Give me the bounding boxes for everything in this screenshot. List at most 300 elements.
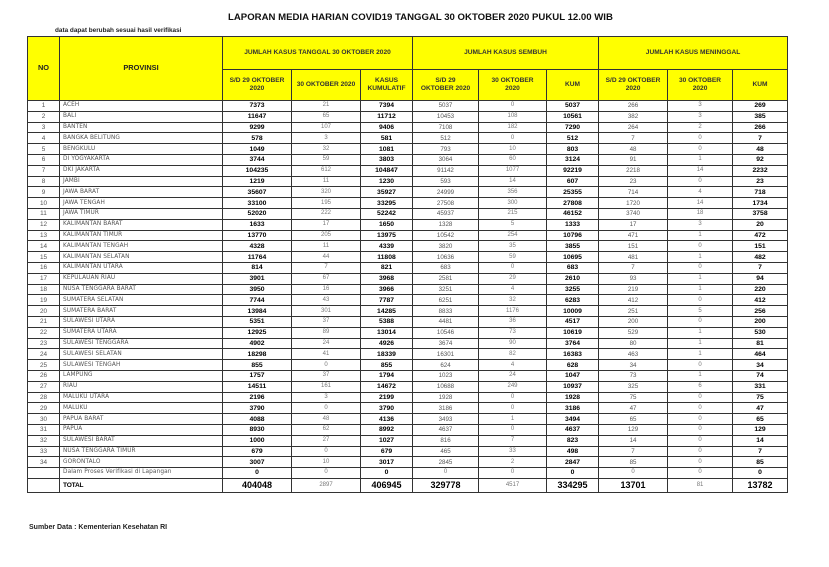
province-name-cell: LAMPUNG — [60, 370, 223, 381]
meninggal-kum-cell: 81 — [733, 338, 788, 349]
sembuh-today-cell: 215 — [479, 208, 547, 219]
row-no-cell: 13 — [28, 230, 60, 241]
province-name-cell: JAWA TIMUR — [60, 208, 223, 219]
meninggal-sd-cell: 382 — [599, 111, 668, 122]
sembuh-kum-cell: 0 — [547, 468, 599, 479]
kasus-sd-cell: 9299 — [223, 122, 292, 133]
kasus-today-cell: 37 — [292, 370, 361, 381]
sembuh-sd-cell: 10636 — [413, 252, 479, 263]
kasus-today-cell: 161 — [292, 381, 361, 392]
sembuh-sd-cell: 0 — [413, 468, 479, 479]
kasus-today-cell: 10 — [292, 457, 361, 468]
meninggal-sd-cell: 73 — [599, 370, 668, 381]
table-row — [28, 435, 788, 446]
header-meninggal-sd: S/D 29 OKTOBER 2020 — [599, 70, 668, 101]
kasus-sd-cell: 14511 — [223, 381, 292, 392]
kasus-kumulatif-cell: 33295 — [361, 198, 413, 209]
sembuh-today-cell: 10 — [479, 144, 547, 155]
meninggal-today-cell: 0 — [668, 176, 733, 187]
meninggal-sd-cell: 151 — [599, 241, 668, 252]
meninggal-kum-cell: 47 — [733, 403, 788, 414]
kasus-today-cell: 32 — [292, 144, 361, 155]
meninggal-sd-cell: 0 — [599, 468, 668, 479]
sembuh-sd-cell: 3064 — [413, 154, 479, 165]
meninggal-kum-cell: 34 — [733, 360, 788, 371]
province-name-cell: MALUKU — [60, 403, 223, 414]
sembuh-kum-cell: 3186 — [547, 403, 599, 414]
table-row — [28, 187, 788, 198]
kasus-kumulatif-cell: 2199 — [361, 392, 413, 403]
province-name-cell: ACEH — [60, 101, 223, 112]
kasus-kumulatif-cell: 4926 — [361, 338, 413, 349]
sembuh-today-cell: 182 — [479, 122, 547, 133]
row-no-cell: 18 — [28, 284, 60, 295]
meninggal-sd-cell: 65 — [599, 414, 668, 425]
table-row — [28, 403, 788, 414]
meninggal-today-cell: 0 — [668, 468, 733, 479]
kasus-sd-cell: 13984 — [223, 306, 292, 317]
kasus-kumulatif-cell: 3017 — [361, 457, 413, 468]
row-no-cell: 26 — [28, 370, 60, 381]
sembuh-sd-cell: 512 — [413, 133, 479, 144]
table-row — [28, 262, 788, 273]
kasus-kumulatif-cell: 13014 — [361, 327, 413, 338]
sembuh-kum-cell: 6283 — [547, 295, 599, 306]
total-meninggal-kum: 13782 — [733, 478, 788, 492]
kasus-sd-cell: 18298 — [223, 349, 292, 360]
table-row — [28, 176, 788, 187]
province-name-cell: DKI JAKARTA — [60, 165, 223, 176]
sembuh-kum-cell: 803 — [547, 144, 599, 155]
sembuh-sd-cell: 2581 — [413, 273, 479, 284]
sembuh-kum-cell: 10937 — [547, 381, 599, 392]
meninggal-kum-cell: 331 — [733, 381, 788, 392]
total-meninggal-today: 81 — [668, 478, 733, 492]
meninggal-today-cell: 5 — [668, 306, 733, 317]
kasus-sd-cell: 679 — [223, 446, 292, 457]
kasus-kumulatif-cell: 13975 — [361, 230, 413, 241]
meninggal-sd-cell: 529 — [599, 327, 668, 338]
table-row — [28, 381, 788, 392]
row-no-cell — [28, 468, 60, 479]
table-row — [28, 295, 788, 306]
kasus-today-cell: 0 — [292, 468, 361, 479]
row-no-cell: 21 — [28, 316, 60, 327]
province-name-cell: NUSA TENGGARA TIMUR — [60, 446, 223, 457]
sembuh-kum-cell: 512 — [547, 133, 599, 144]
kasus-kumulatif-cell: 3803 — [361, 154, 413, 165]
total-sembuh-today: 4517 — [479, 478, 547, 492]
kasus-sd-cell: 7373 — [223, 101, 292, 112]
header-meninggal-kum: KUM — [733, 70, 788, 101]
kasus-today-cell: 107 — [292, 122, 361, 133]
kasus-today-cell: 37 — [292, 316, 361, 327]
kasus-sd-cell: 11764 — [223, 252, 292, 263]
row-no-cell: 12 — [28, 219, 60, 230]
meninggal-kum-cell: 74 — [733, 370, 788, 381]
meninggal-sd-cell: 219 — [599, 284, 668, 295]
kasus-kumulatif-cell: 3968 — [361, 273, 413, 284]
sembuh-today-cell: 32 — [479, 295, 547, 306]
kasus-sd-cell: 35607 — [223, 187, 292, 198]
row-no-cell: 7 — [28, 165, 60, 176]
header-sembuh-kum: KUM — [547, 70, 599, 101]
province-name-cell: JAMBI — [60, 176, 223, 187]
table-row — [28, 360, 788, 371]
meninggal-sd-cell: 48 — [599, 144, 668, 155]
kasus-kumulatif-cell: 0 — [361, 468, 413, 479]
meninggal-kum-cell: 472 — [733, 230, 788, 241]
kasus-sd-cell: 3950 — [223, 284, 292, 295]
header-kasus-sd: S/D 29 OKTOBER 2020 — [223, 70, 292, 101]
sembuh-kum-cell: 7290 — [547, 122, 599, 133]
kasus-sd-cell: 11647 — [223, 111, 292, 122]
meninggal-today-cell: 0 — [668, 360, 733, 371]
sembuh-kum-cell: 607 — [547, 176, 599, 187]
meninggal-kum-cell: 7 — [733, 446, 788, 457]
meninggal-today-cell: 14 — [668, 198, 733, 209]
meninggal-kum-cell: 266 — [733, 122, 788, 133]
sembuh-today-cell: 1176 — [479, 306, 547, 317]
sembuh-today-cell: 2 — [479, 457, 547, 468]
sembuh-today-cell: 1 — [479, 414, 547, 425]
meninggal-kum-cell: 200 — [733, 316, 788, 327]
meninggal-sd-cell: 91 — [599, 154, 668, 165]
meninggal-today-cell: 0 — [668, 435, 733, 446]
meninggal-today-cell: 14 — [668, 165, 733, 176]
meninggal-sd-cell: 266 — [599, 101, 668, 112]
sembuh-today-cell: 35 — [479, 241, 547, 252]
meninggal-kum-cell: 1734 — [733, 198, 788, 209]
meninggal-kum-cell: 85 — [733, 457, 788, 468]
sembuh-sd-cell: 3493 — [413, 414, 479, 425]
row-no-cell: 17 — [28, 273, 60, 284]
meninggal-kum-cell: 385 — [733, 111, 788, 122]
meninggal-sd-cell: 251 — [599, 306, 668, 317]
kasus-kumulatif-cell: 3790 — [361, 403, 413, 414]
sembuh-sd-cell: 683 — [413, 262, 479, 273]
province-name-cell: Dalam Proses Verifikasi di Lapangan — [60, 468, 223, 479]
sembuh-sd-cell: 4481 — [413, 316, 479, 327]
meninggal-kum-cell: 220 — [733, 284, 788, 295]
province-name-cell: BANTEN — [60, 122, 223, 133]
kasus-today-cell: 205 — [292, 230, 361, 241]
sembuh-kum-cell: 1333 — [547, 219, 599, 230]
meninggal-kum-cell: 92 — [733, 154, 788, 165]
sembuh-sd-cell: 4637 — [413, 424, 479, 435]
sembuh-today-cell: 300 — [479, 198, 547, 209]
meninggal-kum-cell: 718 — [733, 187, 788, 198]
sembuh-sd-cell: 16301 — [413, 349, 479, 360]
header-sembuh-today: 30 OKTOBER 2020 — [479, 70, 547, 101]
kasus-kumulatif-cell: 1794 — [361, 370, 413, 381]
kasus-kumulatif-cell: 581 — [361, 133, 413, 144]
kasus-sd-cell: 1757 — [223, 370, 292, 381]
total-meninggal-sd: 13701 — [599, 478, 668, 492]
meninggal-today-cell: 1 — [668, 252, 733, 263]
kasus-kumulatif-cell: 7394 — [361, 101, 413, 112]
kasus-today-cell: 27 — [292, 435, 361, 446]
kasus-today-cell: 7 — [292, 262, 361, 273]
meninggal-kum-cell: 48 — [733, 144, 788, 155]
table-row — [28, 198, 788, 209]
kasus-today-cell: 301 — [292, 306, 361, 317]
province-name-cell: SULAWESI BARAT — [60, 435, 223, 446]
sembuh-sd-cell: 2845 — [413, 457, 479, 468]
row-no-cell: 23 — [28, 338, 60, 349]
row-no-cell: 16 — [28, 262, 60, 273]
province-name-cell: SUMATERA BARAT — [60, 306, 223, 317]
total-row — [28, 478, 788, 492]
kasus-sd-cell: 52020 — [223, 208, 292, 219]
data-source: Sumber Data : Kementerian Kesehatan RI — [29, 524, 168, 531]
table-row — [28, 208, 788, 219]
sembuh-today-cell: 82 — [479, 349, 547, 360]
sembuh-sd-cell: 1328 — [413, 219, 479, 230]
meninggal-today-cell: 0 — [668, 414, 733, 425]
sembuh-sd-cell: 91142 — [413, 165, 479, 176]
table-body — [28, 101, 788, 479]
kasus-today-cell: 11 — [292, 241, 361, 252]
kasus-today-cell: 21 — [292, 101, 361, 112]
sembuh-kum-cell: 16383 — [547, 349, 599, 360]
meninggal-today-cell: 0 — [668, 446, 733, 457]
sembuh-kum-cell: 1928 — [547, 392, 599, 403]
meninggal-today-cell: 1 — [668, 154, 733, 165]
meninggal-today-cell: 0 — [668, 392, 733, 403]
kasus-kumulatif-cell: 14672 — [361, 381, 413, 392]
sembuh-sd-cell: 10688 — [413, 381, 479, 392]
meninggal-today-cell: 4 — [668, 187, 733, 198]
kasus-today-cell: 44 — [292, 252, 361, 263]
kasus-today-cell: 3 — [292, 133, 361, 144]
kasus-sd-cell: 4902 — [223, 338, 292, 349]
kasus-today-cell: 0 — [292, 360, 361, 371]
table-row — [28, 219, 788, 230]
kasus-kumulatif-cell: 7787 — [361, 295, 413, 306]
sembuh-kum-cell: 4637 — [547, 424, 599, 435]
sembuh-today-cell: 4 — [479, 284, 547, 295]
kasus-today-cell: 41 — [292, 349, 361, 360]
sembuh-kum-cell: 27808 — [547, 198, 599, 209]
meninggal-kum-cell: 2232 — [733, 165, 788, 176]
table-row — [28, 252, 788, 263]
kasus-kumulatif-cell: 821 — [361, 262, 413, 273]
table-row — [28, 392, 788, 403]
meninggal-sd-cell: 325 — [599, 381, 668, 392]
meninggal-today-cell: 0 — [668, 295, 733, 306]
sembuh-sd-cell: 7108 — [413, 122, 479, 133]
province-name-cell: NUSA TENGGARA BARAT — [60, 284, 223, 295]
meninggal-sd-cell: 23 — [599, 176, 668, 187]
meninggal-today-cell: 0 — [668, 457, 733, 468]
row-no-cell: 25 — [28, 360, 60, 371]
row-no-cell: 34 — [28, 457, 60, 468]
kasus-today-cell: 43 — [292, 295, 361, 306]
verification-note: data dapat berubah sesuai hasil verifikasi — [55, 27, 182, 34]
meninggal-kum-cell: 75 — [733, 392, 788, 403]
sembuh-kum-cell: 10619 — [547, 327, 599, 338]
meninggal-sd-cell: 34 — [599, 360, 668, 371]
province-name-cell: DI YOGYAKARTA — [60, 154, 223, 165]
row-no-cell: 31 — [28, 424, 60, 435]
sembuh-today-cell: 14 — [479, 176, 547, 187]
total-kasus-today: 2897 — [292, 478, 361, 492]
table-row — [28, 370, 788, 381]
province-name-cell: SUMATERA UTARA — [60, 327, 223, 338]
sembuh-today-cell: 24 — [479, 370, 547, 381]
meninggal-sd-cell: 264 — [599, 122, 668, 133]
kasus-today-cell: 65 — [292, 111, 361, 122]
row-no-cell: 14 — [28, 241, 60, 252]
header-kasus-today: 30 OKTOBER 2020 — [292, 70, 361, 101]
table-row — [28, 457, 788, 468]
kasus-today-cell: 320 — [292, 187, 361, 198]
province-name-cell: BANGKA BELITUNG — [60, 133, 223, 144]
meninggal-today-cell: 1 — [668, 327, 733, 338]
sembuh-today-cell: 254 — [479, 230, 547, 241]
header-provinsi: PROVINSI — [60, 37, 223, 101]
kasus-today-cell: 62 — [292, 424, 361, 435]
header-meninggal-today: 30 OKTOBER 2020 — [668, 70, 733, 101]
kasus-kumulatif-cell: 4339 — [361, 241, 413, 252]
province-name-cell: SULAWESI SELATAN — [60, 349, 223, 360]
table-row — [28, 165, 788, 176]
province-name-cell: JAWA BARAT — [60, 187, 223, 198]
sembuh-kum-cell: 1047 — [547, 370, 599, 381]
meninggal-today-cell: 6 — [668, 381, 733, 392]
sembuh-today-cell: 36 — [479, 316, 547, 327]
meninggal-kum-cell: 129 — [733, 424, 788, 435]
meninggal-sd-cell: 481 — [599, 252, 668, 263]
kasus-kumulatif-cell: 35927 — [361, 187, 413, 198]
kasus-sd-cell: 1219 — [223, 176, 292, 187]
sembuh-kum-cell: 3764 — [547, 338, 599, 349]
meninggal-sd-cell: 412 — [599, 295, 668, 306]
meninggal-kum-cell: 23 — [733, 176, 788, 187]
sembuh-today-cell: 90 — [479, 338, 547, 349]
table-row — [28, 273, 788, 284]
sembuh-today-cell: 73 — [479, 327, 547, 338]
sembuh-kum-cell: 10009 — [547, 306, 599, 317]
meninggal-kum-cell: 269 — [733, 101, 788, 112]
row-no-cell: 4 — [28, 133, 60, 144]
sembuh-sd-cell: 1023 — [413, 370, 479, 381]
kasus-sd-cell: 12925 — [223, 327, 292, 338]
kasus-kumulatif-cell: 5388 — [361, 316, 413, 327]
row-no-cell: 11 — [28, 208, 60, 219]
kasus-sd-cell: 3901 — [223, 273, 292, 284]
meninggal-kum-cell: 14 — [733, 435, 788, 446]
kasus-kumulatif-cell: 11808 — [361, 252, 413, 263]
kasus-sd-cell: 1633 — [223, 219, 292, 230]
meninggal-kum-cell: 482 — [733, 252, 788, 263]
kasus-kumulatif-cell: 1650 — [361, 219, 413, 230]
province-name-cell: MALUKU UTARA — [60, 392, 223, 403]
meninggal-today-cell: 1 — [668, 338, 733, 349]
kasus-sd-cell: 104235 — [223, 165, 292, 176]
total-kasus-sd: 404048 — [223, 478, 292, 492]
sembuh-sd-cell: 465 — [413, 446, 479, 457]
kasus-sd-cell: 814 — [223, 262, 292, 273]
meninggal-kum-cell: 7 — [733, 133, 788, 144]
kasus-sd-cell: 578 — [223, 133, 292, 144]
sembuh-kum-cell: 10561 — [547, 111, 599, 122]
kasus-today-cell: 3 — [292, 392, 361, 403]
total-label: TOTAL — [60, 478, 223, 492]
province-name-cell: PAPUA — [60, 424, 223, 435]
kasus-sd-cell: 0 — [223, 468, 292, 479]
sembuh-kum-cell: 823 — [547, 435, 599, 446]
meninggal-kum-cell: 0 — [733, 468, 788, 479]
sembuh-sd-cell: 5037 — [413, 101, 479, 112]
meninggal-sd-cell: 7 — [599, 446, 668, 457]
meninggal-kum-cell: 65 — [733, 414, 788, 425]
kasus-sd-cell: 4088 — [223, 414, 292, 425]
table-row — [28, 241, 788, 252]
meninggal-sd-cell: 1720 — [599, 198, 668, 209]
sembuh-sd-cell: 3674 — [413, 338, 479, 349]
sembuh-kum-cell: 3494 — [547, 414, 599, 425]
meninggal-today-cell: 0 — [668, 262, 733, 273]
province-name-cell: KALIMANTAN SELATAN — [60, 252, 223, 263]
table-row — [28, 424, 788, 435]
kasus-sd-cell: 1000 — [223, 435, 292, 446]
table-row — [28, 468, 788, 479]
meninggal-today-cell: 0 — [668, 424, 733, 435]
sembuh-today-cell: 356 — [479, 187, 547, 198]
sembuh-kum-cell: 2610 — [547, 273, 599, 284]
province-name-cell: KEPULAUAN RIAU — [60, 273, 223, 284]
sembuh-sd-cell: 10453 — [413, 111, 479, 122]
sembuh-sd-cell: 793 — [413, 144, 479, 155]
kasus-kumulatif-cell: 18339 — [361, 349, 413, 360]
row-no-cell: 30 — [28, 414, 60, 425]
sembuh-sd-cell: 624 — [413, 360, 479, 371]
province-name-cell: KALIMANTAN UTARA — [60, 262, 223, 273]
kasus-kumulatif-cell: 855 — [361, 360, 413, 371]
header-group-meninggal: JUMLAH KASUS MENINGGAL — [599, 37, 788, 70]
row-no-cell: 28 — [28, 392, 60, 403]
kasus-sd-cell: 3007 — [223, 457, 292, 468]
kasus-sd-cell: 7744 — [223, 295, 292, 306]
sembuh-kum-cell: 3855 — [547, 241, 599, 252]
table-row — [28, 133, 788, 144]
province-name-cell: KALIMANTAN BARAT — [60, 219, 223, 230]
kasus-today-cell: 0 — [292, 446, 361, 457]
meninggal-today-cell: 1 — [668, 230, 733, 241]
province-name-cell: SULAWESI TENGAH — [60, 360, 223, 371]
header-no: NO — [28, 37, 60, 101]
table-row — [28, 154, 788, 165]
table-row — [28, 101, 788, 112]
meninggal-today-cell: 3 — [668, 101, 733, 112]
meninggal-sd-cell: 200 — [599, 316, 668, 327]
meninggal-sd-cell: 7 — [599, 133, 668, 144]
total-kasus-kumulatif: 406945 — [361, 478, 413, 492]
meninggal-sd-cell: 471 — [599, 230, 668, 241]
sembuh-today-cell: 29 — [479, 273, 547, 284]
meninggal-today-cell: 3 — [668, 219, 733, 230]
kasus-today-cell: 24 — [292, 338, 361, 349]
sembuh-today-cell: 1077 — [479, 165, 547, 176]
meninggal-sd-cell: 75 — [599, 392, 668, 403]
meninggal-today-cell: 18 — [668, 208, 733, 219]
meninggal-sd-cell: 85 — [599, 457, 668, 468]
kasus-kumulatif-cell: 4136 — [361, 414, 413, 425]
meninggal-kum-cell: 20 — [733, 219, 788, 230]
header-kasus-kumulatif: KASUS KUMULATIF — [361, 70, 413, 101]
